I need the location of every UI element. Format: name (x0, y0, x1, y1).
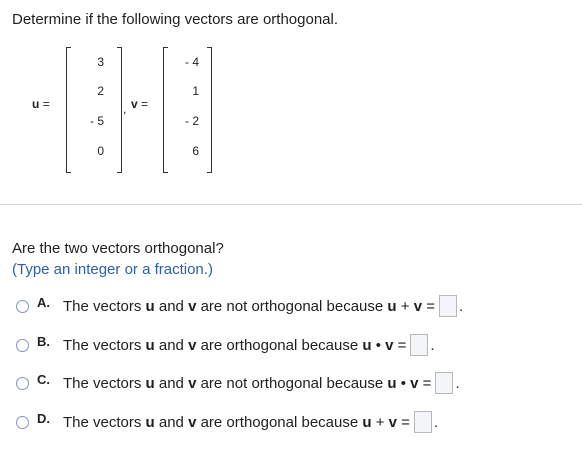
vector-u-entry: 2 (97, 84, 104, 98)
vector-u-entry: 3 (97, 55, 104, 69)
vector-u-right-bracket (117, 47, 122, 173)
answer-format-hint: (Type an integer or a fraction.) (12, 261, 213, 278)
problem-prompt: Determine if the following vectors are orthogonal. (12, 11, 339, 28)
option-a-letter: A. (37, 294, 50, 310)
vector-v-right-bracket (207, 47, 212, 173)
option-c[interactable] (12, 370, 460, 396)
option-d-period: . (433, 413, 439, 431)
option-d-letter: D. (37, 410, 50, 426)
option-a-radio[interactable] (16, 300, 29, 313)
option-d[interactable] (12, 409, 438, 435)
section-divider (0, 204, 582, 205)
option-c-period: . (455, 374, 460, 392)
option-b-answer-input[interactable] (410, 334, 428, 356)
option-a-answer-input[interactable] (439, 295, 457, 317)
vector-u-label: u = (32, 97, 50, 111)
option-b[interactable] (12, 332, 435, 358)
option-d-radio[interactable] (16, 416, 29, 429)
option-c-text: The vectors u and v are not orthogonal because u • v = (63, 374, 432, 392)
vector-v-entry: - 4 (184, 55, 199, 69)
option-b-period: . (430, 336, 435, 354)
option-a-period: . (458, 297, 464, 315)
vector-v-entry: 1 (192, 84, 199, 98)
option-d-answer-input[interactable] (414, 411, 432, 433)
option-a[interactable] (12, 293, 463, 319)
vector-v-label: v = (131, 97, 149, 111)
question-text: Are the two vectors orthogonal? (12, 240, 224, 257)
vector-v-entry: - 2 (184, 114, 199, 128)
vector-u-entry: - 5 (89, 114, 104, 128)
option-b-text: The vectors u and v are orthogonal because u • v = (63, 336, 407, 354)
option-a-text: The vectors u and v are not orthogonal because u + v = (63, 297, 435, 315)
option-d-text: The vectors u and v are orthogonal because u + v = (63, 413, 410, 431)
option-b-radio[interactable] (16, 339, 29, 352)
option-c-letter: C. (37, 371, 50, 387)
vector-v-entry: 6 (192, 144, 199, 158)
vector-separator-comma: , (123, 102, 127, 116)
option-c-radio[interactable] (16, 377, 29, 390)
option-c-answer-input[interactable] (435, 372, 453, 394)
vector-u-entry: 0 (97, 144, 104, 158)
option-b-letter: B. (37, 333, 50, 349)
